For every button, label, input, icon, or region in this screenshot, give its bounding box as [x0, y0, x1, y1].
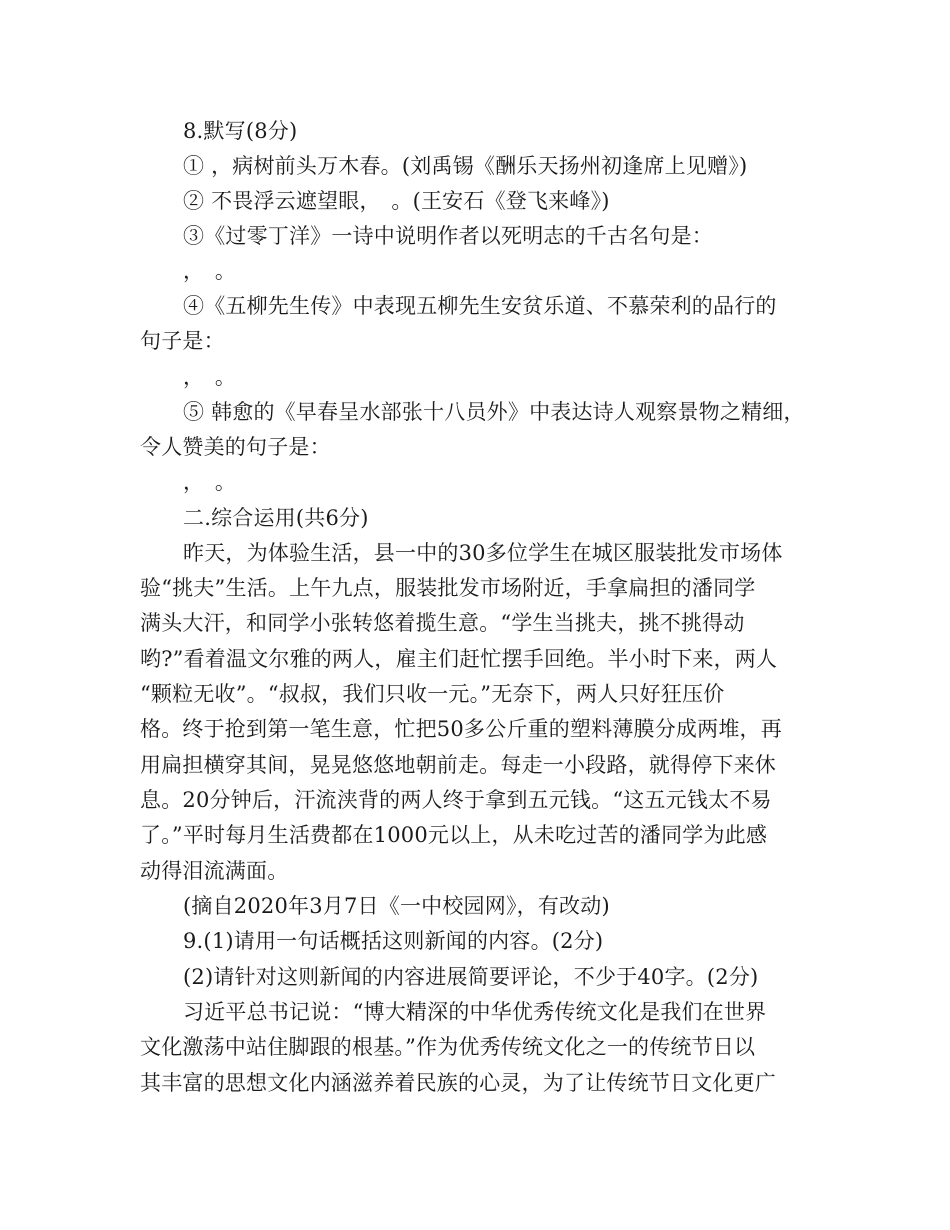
question-8-item-3: ③《过零丁洋》一诗中说明作者以死明志的千古名句是：	[183, 224, 713, 248]
question-8-item-5-cont: 令人赞美的句子是：	[140, 435, 331, 459]
news-paragraph-line: 用扁担横穿其间，晃晃悠悠地朝前走。每走一小段路，就得停下来休	[140, 753, 776, 777]
closing-paragraph-line: 其丰富的思想文化内涵滋养着民族的心灵，为了让传统节日文化更广	[140, 1071, 776, 1095]
news-paragraph-line: 昨天，为体验生活，县一中的30多位学生在城区服装批发市场体	[183, 541, 783, 565]
news-paragraph-line: 验“挑夫”生活。上午九点，服装批发市场附近，手拿扁担的潘同学	[140, 576, 756, 600]
answer-blank-4: ， 。	[183, 365, 237, 389]
closing-paragraph-line: 习近平总书记说：“博大精深的中华优秀传统文化是我们在世界	[183, 1000, 767, 1024]
question-8-item-2: ② 不畏浮云遮望眼， 。(王安石《登飞来峰》)	[183, 189, 610, 213]
closing-paragraph-line: 文化激荡中站住脚跟的根基。”作为优秀传统文化之一的传统节日以	[140, 1035, 756, 1059]
news-paragraph-line: 动得泪流满面。	[140, 859, 289, 883]
section-2-heading: 二.综合运用(共6分)	[183, 506, 369, 530]
news-paragraph-line: 哟?”看着温文尔雅的两人，雇主们赶忙摆手回绝。半小时下来，两人	[140, 647, 778, 671]
news-paragraph-line: “颗粒无收”。“叔叔，我们只收一元。”无奈下，两人只好狂压价	[140, 682, 725, 706]
question-8-item-1: ① ，病树前头万木春。(刘禹锡《酬乐天扬州初逢席上见赠》)	[183, 154, 748, 178]
question-8-item-4-cont: 句子是：	[140, 329, 225, 353]
question-8-heading: 8.默写(8分)	[183, 119, 298, 143]
answer-blank-3: ， 。	[183, 259, 237, 283]
question-8-item-5: ⑤ 韩愈的《早春呈水部张十八员外》中表达诗人观察景物之精细，	[183, 400, 805, 424]
question-9-part-2: (2)请针对这则新闻的内容进展简要评论，不少于40字。(2分)	[183, 965, 759, 989]
question-8-item-4: ④《五柳先生传》中表现五柳先生安贫乐道、不慕荣利的品行的	[183, 294, 777, 318]
news-paragraph-line: 息。20分钟后，汗流浃背的两人终于拿到五元钱。“这五元钱太不易	[140, 788, 772, 812]
question-9-part-1: 9.(1)请用一句话概括这则新闻的内容。(2分)	[183, 929, 604, 953]
news-paragraph-line: 满头大汗，和同学小张转悠着揽生意。“学生当挑夫，挑不挑得动	[140, 611, 745, 635]
news-paragraph-line: 了。”平时每月生活费都在1000元以上，从未吃过苦的潘同学为此感	[140, 823, 768, 847]
answer-blank-5: ， 。	[183, 470, 237, 494]
news-source: (摘自2020年3月7日《一中校园网》，有改动)	[183, 894, 610, 918]
news-paragraph-line: 格。终于抢到第一笔生意，忙把50多公斤重的塑料薄膜分成两堆，再	[140, 717, 782, 741]
